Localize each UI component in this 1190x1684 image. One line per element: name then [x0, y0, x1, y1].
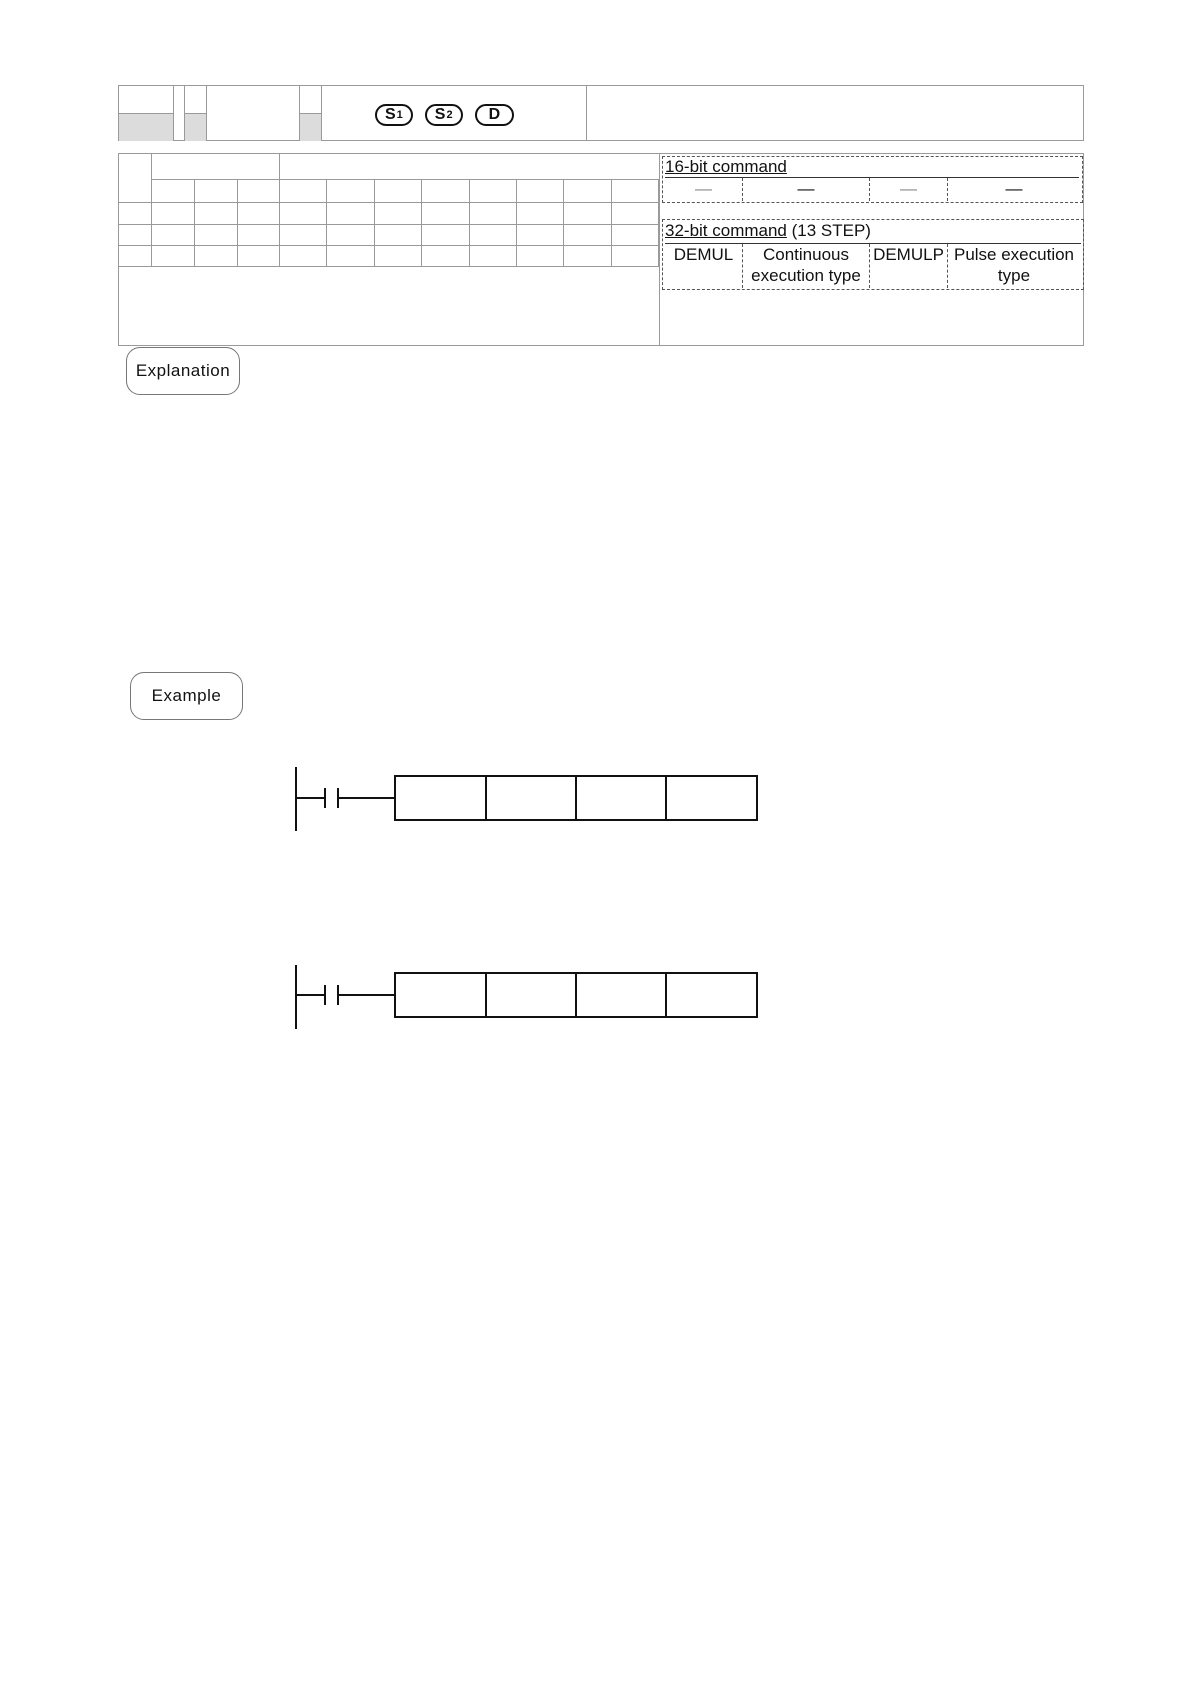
operand-s1: S 1 [375, 104, 413, 126]
operand-s2: S 2 [425, 104, 463, 126]
bit16-title: 16-bit command [665, 157, 787, 176]
bit16-cell-3: — [900, 179, 917, 198]
bit32-title: 32-bit command (13 STEP) [665, 221, 871, 240]
operand-d: D [475, 104, 515, 126]
api-number-shade [119, 113, 173, 141]
bit32-pulse-name: DEMULP [873, 245, 944, 264]
bit16-cell-4: — [1005, 179, 1023, 198]
bit16-cell-1: — [695, 179, 712, 198]
contact-left-bar [324, 985, 326, 1005]
instruction-box [394, 775, 758, 821]
bit32-continuous-name: DEMUL [673, 245, 734, 264]
left-power-rail [295, 767, 297, 831]
instruction-box [394, 972, 758, 1018]
operand-table [118, 153, 1084, 346]
bit32-continuous-desc: Continuous execution type [751, 245, 861, 285]
bit16-cell-2: — [797, 179, 815, 198]
instruction-header [118, 85, 1084, 141]
operand-symbols [375, 104, 514, 126]
explanation-tag: Explanation [126, 347, 240, 395]
type-p-shade [300, 113, 321, 141]
type-d-shade [185, 113, 206, 141]
bit32-pulse-desc: Pulse execution type [953, 245, 1075, 285]
left-power-rail [295, 965, 297, 1029]
example-tag: Example [130, 672, 243, 720]
contact-left-bar [324, 788, 326, 808]
